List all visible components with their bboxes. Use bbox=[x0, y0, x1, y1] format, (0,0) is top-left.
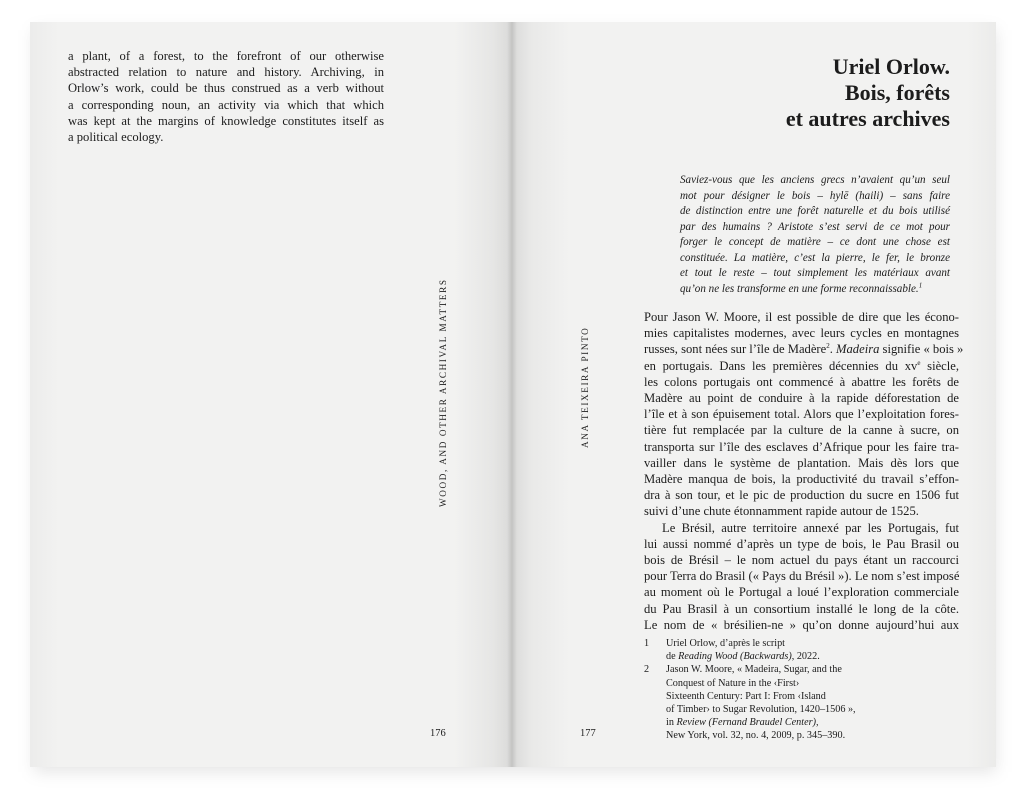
body-line: bois de Brésil – le nom actuel du pays étant un raccourci bbox=[644, 553, 959, 568]
body-line: du Pau Brasil à un consortium installé le long de la côte. bbox=[644, 601, 959, 616]
body-line bbox=[644, 358, 959, 374]
footnote-text: , 2022. bbox=[791, 651, 820, 663]
body-line: Orlow’s work, could be thus construed as a verb without bbox=[68, 81, 384, 96]
right-page-body-text bbox=[644, 309, 964, 633]
epigraph-line: mot pour désigner le bois – hylē (haili) – sans faire bbox=[680, 189, 950, 202]
title-line: Uriel Orlow. bbox=[832, 54, 950, 79]
footnote-italic: Reading Wood (Backwards) bbox=[678, 651, 792, 663]
footnote-line bbox=[666, 716, 944, 729]
epigraph-line: et tout le reste – tout simplement les matériaux avant bbox=[680, 267, 950, 279]
epigraph bbox=[680, 173, 950, 297]
footnote-ref: 1 bbox=[918, 280, 923, 289]
right-page-number: 177 bbox=[580, 728, 596, 739]
footnote-number: 1 bbox=[644, 638, 650, 649]
footnote bbox=[644, 663, 944, 742]
epigraph-line: par des humains ? Aristote s’est servi de ce mot pour bbox=[680, 220, 950, 233]
epigraph-line: Saviez-vous que les anciens grecs n’avaient qu’un seul bbox=[680, 174, 950, 186]
superscript: e bbox=[917, 358, 921, 367]
body-text: russes, sont nées sur l’île de Madère bbox=[644, 342, 827, 357]
epigraph-line: de distinction entre une forêt naturelle et du bois utilisé bbox=[680, 205, 950, 217]
footnote-line: of Timber› to Sugar Revolution, 1420–1506 », bbox=[666, 704, 856, 716]
body-line: mies capitalistes modernes, avec leurs cycles en montagnes bbox=[644, 326, 959, 341]
title-line: Bois, forêts bbox=[844, 80, 950, 105]
body-italic: Madeira bbox=[836, 342, 880, 357]
footnote-line: New York, vol. 32, no. 4, 2009, p. 345–390. bbox=[666, 730, 846, 742]
body-line: Madère manqua de bois, la productivité du travail s’effon- bbox=[644, 472, 959, 487]
footnote-line: Conquest of Nature in the ‹First› bbox=[666, 677, 800, 689]
body-line: Pour Jason W. Moore, il est possible de dire que les écono- bbox=[644, 310, 959, 324]
body-line: dra à son tour, et le pic de production du sucre en 1506 fut bbox=[644, 488, 959, 503]
footnote bbox=[644, 637, 944, 663]
footnote-text: de bbox=[666, 651, 679, 663]
footnote-line: Sixteenth Century: Part I: From ‹Island bbox=[666, 690, 826, 702]
body-line: pour Terra do Brasil (« Pays du Brésil »). Le nom s’est imposé bbox=[644, 569, 960, 584]
body-line: russes, sont nées sur l’île de Madère$^2$. Madeira signifie « bois » bbox=[644, 342, 964, 357]
body-line: a corresponding noun, an activity via which that which bbox=[68, 97, 384, 112]
footnote-line: Jason W. Moore, « Madeira, Sugar, and the bbox=[666, 664, 842, 676]
chapter-title bbox=[650, 54, 950, 132]
footnote-text: in bbox=[666, 717, 677, 729]
footnote-line bbox=[666, 650, 944, 663]
body-text: signifie « bois » bbox=[879, 342, 964, 357]
body-line: suivi d’une chute étonnamment rapide autour de 1525. bbox=[644, 504, 919, 519]
body-line: lui aussi nommé d’après un type de bois, le Pau Brasil ou bbox=[644, 536, 959, 551]
epigraph-line bbox=[680, 282, 950, 298]
left-page-body-text bbox=[68, 48, 384, 145]
body-text: en portugais. Dans les premières décennies du xv bbox=[644, 358, 918, 373]
body-line: transporta sur l’île des esclaves d’Afrique pour les faire tra- bbox=[644, 439, 959, 454]
body-line: vailler dans le système de plantation. Mais dès lors que bbox=[644, 455, 959, 470]
footnote-italic: Review (Fernand Braudel Center), bbox=[676, 717, 819, 729]
footnote-number: 2 bbox=[644, 664, 650, 676]
body-line: Le Brésil, autre territoire annexé par les Portugais, fut bbox=[662, 520, 959, 535]
right-running-title: ANA TEIXEIRA PINTO bbox=[580, 326, 590, 448]
footnote-line: Uriel Orlow, d’après le script bbox=[666, 638, 786, 649]
footnotes bbox=[644, 637, 944, 743]
book-spine bbox=[507, 22, 517, 767]
body-line: abstracted relation to nature and history. Archiving, in bbox=[68, 65, 384, 80]
body-line: l’île et à son épuisement total. Alors que l’exploitation fores- bbox=[644, 407, 959, 422]
epigraph-text: qu’on ne les transforme en une forme reconnaissable. bbox=[680, 282, 919, 295]
body-line: a plant, of a forest, to the forefront of our otherwise bbox=[68, 49, 384, 63]
body-line: Madère au point de conduire à la rapide déforestation de bbox=[644, 391, 959, 406]
left-running-title: WOOD, AND OTHER ARCHIVAL MATTERS bbox=[438, 278, 448, 507]
epigraph-line: constituée. La matière, c’est la pierre, le fer, le bronze bbox=[680, 251, 950, 264]
title-line: et autres archives bbox=[785, 106, 950, 131]
body-line: Le nom de « brésilien-ne » qu’on donne aujourd’hui aux bbox=[644, 617, 959, 632]
epigraph-line: forger le concept de matière – ce dont une chose est bbox=[680, 236, 950, 248]
body-line: les colons portugais ont commencé à abattre les forêts de bbox=[644, 374, 959, 389]
body-line: au moment où le Portugal a loué l’exploration commerciale bbox=[644, 585, 959, 600]
body-line: a political ecology. bbox=[68, 130, 164, 145]
body-text: siècle, bbox=[920, 358, 959, 373]
left-page-number: 176 bbox=[430, 728, 446, 739]
body-line: was kept at the margins of knowledge constitutes itself as bbox=[68, 113, 384, 128]
body-line: tière fut remplacée par la culture de la canne à sucre, on bbox=[644, 423, 959, 438]
footnote-ref: 2 bbox=[826, 342, 830, 351]
